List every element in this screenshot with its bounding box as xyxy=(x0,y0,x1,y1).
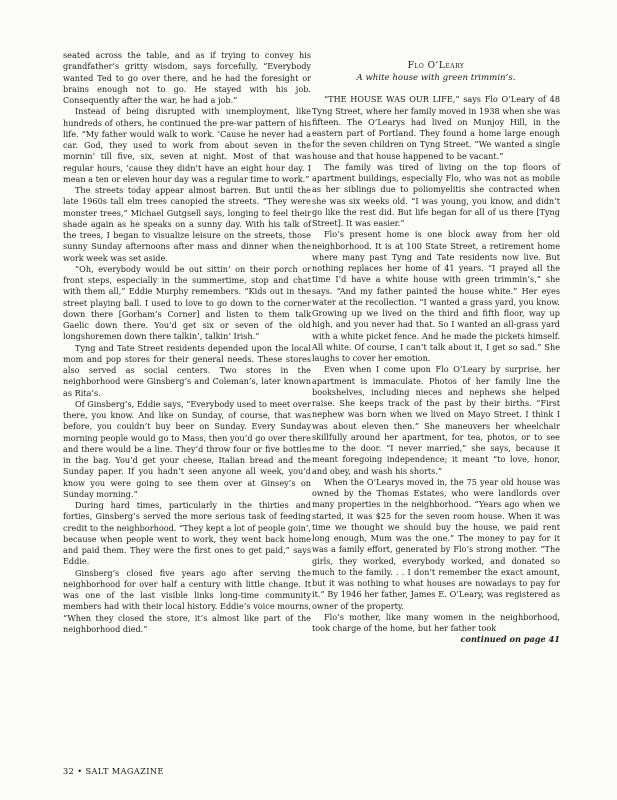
paragraph: Even when I come upon Flo O’Leary by surprise, her apartment is immaculate. Photos of her family line the bookshelves, including nieces and nephews she helped raise. She keeps track of the past by their births. “First nephew was born when we lived on Mayo Street. I think I was about eleven then.” She maneuvers her wheelchair skillfully around her apartment, for tea, photos, or to see me to the door. “I never married,” she says, because it meant foregoing independence; it meant “to love, honor, and obey, and wash his shorts.” xyxy=(312,364,560,476)
paragraph: Tyng and Tate Street residents depended upon the local mom and pop stores for their general needs. These stores also served as social centers. Two stores in the neighborhood were Ginsberg’s and Coleman’s, later known as Rita’s. xyxy=(63,342,311,398)
paragraph: During hard times, particularly in the thirties and forties, Ginsberg’s served the more serious task of feeding credit to the neighborhood. “They kept a lot of people goin’, because when people went to work, they went back home and paid them. They were the first ones to get paid,” says Eddie. xyxy=(63,500,311,567)
paragraph: “THE HOUSE WAS OUR LIFE,” says Flo O’Leary of 48 Tyng Street, where her family moved in 1938 when she was fifteen. The O’Learys had lived on Munjoy Hill, in the eastern part of Portland. They found a home large enough for the seven children on Tyng Street. “We wanted a single house and that house happened to be vacant.” xyxy=(312,94,560,161)
paragraph: The streets today appear almost barren. But until the late 1960s tall elm trees canopied the streets. “They were monster trees,” Michael Gutgsell says, longing to feel their shade again as he speaks on a sunny day. With his talk of the trees, I began to visualize leisure on the streets, those sunny Sunday afternoons after mass and dinner when the work week was set aside. xyxy=(63,185,311,263)
paragraph: “Oh, everybody would be out sittin’ on their porch or front steps, especially in the summertime, stop and chat with them all,” Eddie Murphy remembers. “Kids out in the street playing ball. I used to love to go down to the corner down there [Gorham’s Corner] and listen to them talk Gaelic down there. You’d get six or seven of the old longshoremen down there talkin’, talkin’ Irish.” xyxy=(63,263,311,342)
paragraph: Of Ginsberg’s, Eddie says, “Everybody used to meet over there, you know. And like on Sunday, of course, that was before, you couldn’t buy beer on Sunday. Every Sunday morning people would go to Mass, then you’d go over there and there would be a line. They’d throw four or five bottles in the bag. You’d get your cheese, Italian bread and the Sunday paper. If you hadn’t seen anyone all week, you’d know you were going to see them over at Ginsey’s on Sunday morning.” xyxy=(63,398,311,499)
paragraph: seated across the table, and as if trying to convey his grandfather’s gritty wisdom, says forcefully, “Everybody wanted Ted to go over there, and he had the foresight or brains enough not to go. He stayed with his job. Consequently after the war, he had a job.” xyxy=(63,50,311,105)
left-column xyxy=(63,50,311,635)
right-column xyxy=(312,60,560,646)
continued-note: continued on page 41 xyxy=(460,634,560,645)
paragraph: When the O’Learys moved in, the 75 year old house was owned by the Thomas Estates, who were landlords over many properties in the neighborhood. “Years ago when we started, it was $25 for the seven room house. When it was time we thought we should buy the house, we paid rent long enough, Mum was the one.” The money to pay for it was a family effort, generated by Flo’s strong mother. “The girls, they worked, everybody worked, and donated so much to the family. . . I don’t remember the exact amount, but it was nothing to what houses are nowadays to pay for it.” By 1946 her father, James E. O’Leary, was registered as owner of the property. xyxy=(312,476,560,611)
page-footer: 32 • SALT MAGAZINE xyxy=(63,766,164,776)
paragraph: Instead of being disrupted with unemployment, like hundreds of others, he continued the pre-war pattern of his life. “My father would walk to work. ’Cause he never had a car. God, they used to work from about seven in the mornin’ till five, six, seven at night. Most of that was regular hours, ’cause they didn’t have an eight hour day. I mean a ten or eleven hour day was a regular time to work.” xyxy=(63,106,311,184)
paragraph: The family was tired of living on the top floors of apartment buildings, especially Flo, who was not as mobile as her siblings due to poliomyelitis she contracted when she was six weeks old. “I was young, you know, and didn’t go like the rest did. But life began for all of us there [Tyng Street]. It was easier.” xyxy=(312,161,560,229)
section-heading: Flo O’Leary xyxy=(407,61,465,71)
paragraph: Flo’s mother, like many women in the neighborhood, took charge of the home, but her father took xyxy=(312,611,560,634)
paragraph: Ginsberg’s closed five years ago after serving the neighborhood for over half a century with little change. It was one of the last visible links long-time community members had with their local history. Eddie’s voice mourns, “When they closed the store, it’s almost like part of the neighborhood died.” xyxy=(63,567,311,634)
paragraph: Flo’s present home is one block away from her old neighborhood. It is at 100 State Street, a retirement home where many past Tyng and Tate residents now live. But nothing replaces her home of 41 years. “I prayed all the time I’d have a white house with green trimmin’s,” she says. “And my father painted the house white.” Her eyes water at the recollection. “I wanted a grass yard, you know. Growing up we lived on the third and fifth floor, way up high, and you never had that. So I wanted an all-grass yard with a white picket fence. And he made the pickets himself. All white. Of course, I can’t talk about it, I get so sad.” She laughs to cover her emotion. xyxy=(312,229,560,364)
section-subheading: A white house with green trimmin’s. xyxy=(356,73,516,84)
